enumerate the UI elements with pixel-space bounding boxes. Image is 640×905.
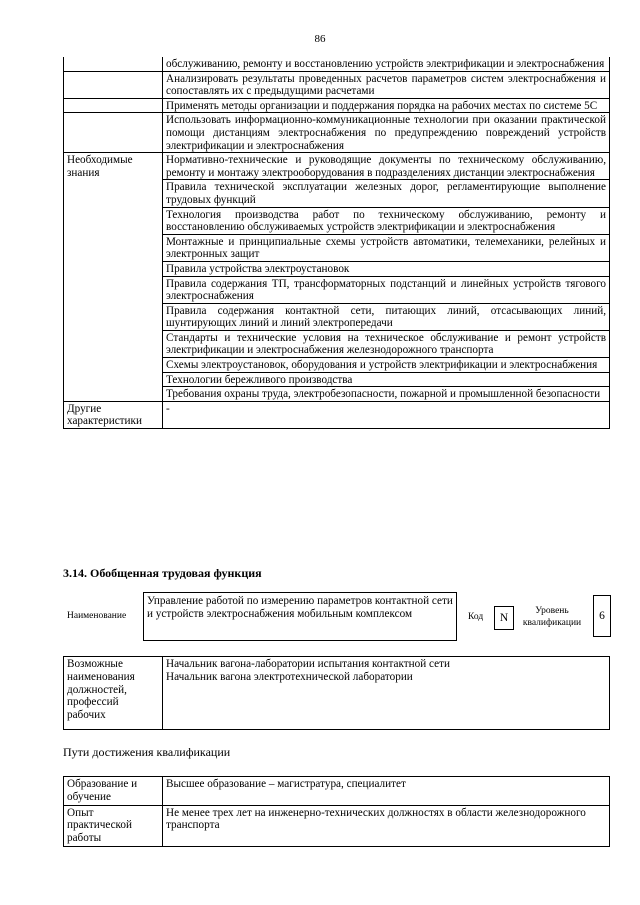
positions-table xyxy=(63,656,610,730)
experience-value: Не менее трех лет на инженерно-технических должностях в области железнодорожного транспорта xyxy=(163,805,610,846)
label-cell-empty xyxy=(64,113,163,153)
table-row xyxy=(64,113,610,153)
page-number: 86 xyxy=(314,33,326,45)
knowledge-item: Технология производства работ по техническому обслуживанию, ремонту и восстановлению обслуживаемых устройств электрификации и электроснабжения xyxy=(163,207,610,234)
function-name-box: Управление работой по измерению параметров контактной сети и устройств электроснабжения мобильным комплексом xyxy=(143,592,457,641)
paths-title: Пути достижения квалификации xyxy=(63,745,231,759)
knowledge-item: Правила содержания контактной сети, питающих линий, отсасывающих линий, шунтирующих линий и линий электропередачи xyxy=(163,303,610,330)
other-label: Другие характеристики xyxy=(64,401,163,428)
table-row xyxy=(64,805,610,846)
knowledge-item: Технологии бережливого производства xyxy=(163,372,610,387)
experience-label: Опыт практической работы xyxy=(64,805,163,846)
knowledge-item: Правила устройства электроустановок xyxy=(163,261,610,276)
table-row xyxy=(64,98,610,113)
education-table xyxy=(63,776,610,847)
skill-item: Применять методы организации и поддержания порядка на рабочих местах по системе 5С xyxy=(163,98,610,113)
skill-item: Использовать информационно-коммуникационные технологии при оказании практической помощи дистанциям электроснабжения по предупреждению повреждений устройств электрификации и электроснабжения xyxy=(163,113,610,153)
name-label: Наименование xyxy=(67,611,127,621)
table-row xyxy=(64,401,610,428)
label-cell-empty xyxy=(64,71,163,98)
level-box: 6 xyxy=(593,595,611,637)
table-row xyxy=(64,153,610,180)
knowledge-item: Монтажные и принципиальные схемы устройств автоматики, телемеханики, релейных и электронных защит xyxy=(163,234,610,261)
knowledge-item: Нормативно-технические и руководящие документы по техническому обслуживанию, ремонту и монтажу электрооборудования в подразделениях дистанции электроснабжения xyxy=(163,153,610,180)
function-header xyxy=(63,592,613,642)
table-row xyxy=(64,657,610,730)
knowledge-label: Необходимые знания xyxy=(64,153,163,402)
positions-values xyxy=(163,657,610,730)
section-title: 3.14. Обобщенная трудовая функция xyxy=(63,566,262,580)
table-row xyxy=(64,777,610,806)
skills-knowledge-table xyxy=(63,57,610,429)
knowledge-item: Требования охраны труда, электробезопасности, пожарной и промышленной безопасности xyxy=(163,387,610,402)
skill-item: Анализировать результаты проведенных расчетов параметров систем электроснабжения и сопоставлять их с предыдущими расчетами xyxy=(163,71,610,98)
knowledge-item: Стандарты и технические условия на техническое обслуживание и ремонт устройств электрификации и электроснабжения железнодорожного транспорта xyxy=(163,330,610,357)
label-cell-empty xyxy=(64,57,163,71)
education-value: Высшее образование – магистратура, специалитет xyxy=(163,777,610,806)
code-box: N xyxy=(494,606,514,630)
knowledge-item: Схемы электроустановок, оборудования и устройств электрификации и электроснабжения xyxy=(163,358,610,373)
position-item: Начальник вагона электротехнической лаборатории xyxy=(166,670,413,683)
knowledge-item: Правила технической эксплуатации железных дорог, регламентирующие выполнение трудовых функций xyxy=(163,180,610,207)
table-row xyxy=(64,71,610,98)
education-label: Образование и обучение xyxy=(64,777,163,806)
skill-item: обслуживанию, ремонту и восстановлению устройств электрификации и электроснабжения xyxy=(163,57,610,71)
positions-label: Возможные наименования должностей, профессий рабочих xyxy=(64,657,163,730)
level-label: Уровень квалификации xyxy=(522,606,582,628)
label-cell-empty xyxy=(64,98,163,113)
position-item: Начальник вагона-лаборатории испытания контактной сети xyxy=(166,658,450,670)
other-value: - xyxy=(163,401,610,428)
code-label: Код xyxy=(468,612,484,622)
knowledge-item: Правила содержания ТП, трансформаторных подстанций и линейных устройств тягового электроснабжения xyxy=(163,276,610,303)
table-row xyxy=(64,57,610,71)
